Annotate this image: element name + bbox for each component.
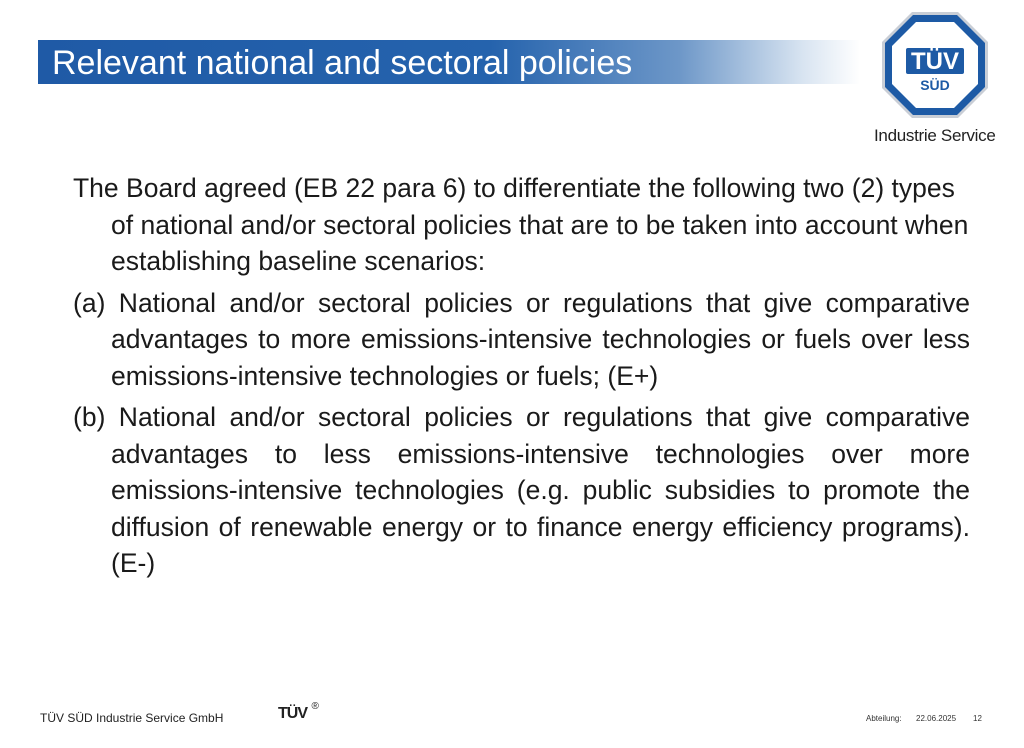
footer-date: 22.06.2025 (916, 714, 957, 723)
registered-mark: ® (311, 701, 319, 712)
intro-paragraph: The Board agreed (EB 22 para 6) to differentiate the following two (2) types of national and/or sectoral policies that are to be taken into account when establishing baseline scenarios: (73, 173, 969, 276)
footer-page-number: 12 (973, 714, 982, 723)
tuv-sud-logo (880, 10, 990, 120)
svg-text:SÜD: SÜD (920, 77, 950, 93)
logo-subtitle: Industrie Service (874, 126, 996, 145)
svg-text:TÜV: TÜV (911, 48, 959, 75)
slide-title: Relevant national and sectoral policies (52, 44, 633, 82)
footer-department-label: Abteilung: (866, 714, 902, 723)
footer-logo-text: TÜV (278, 705, 307, 722)
footer-company: TÜV SÜD Industrie Service GmbH (40, 711, 224, 725)
footer-logo (278, 701, 319, 723)
item-a-paragraph: (a) National and/or sectoral policies or regulations that give comparative advantages to more emissions-intensive technologies or fuels over less emissions-intensive technologies or fuels; (E+) (73, 287, 970, 391)
item-b-paragraph: (b) National and/or sectoral policies or regulations that give comparative advantages to less emissions-intensive technologies over more emissions-intensive technologies (e.g. public subsidies to promote the diffusion of renewable energy or to finance energy efficiency programs). (E-) (73, 402, 970, 578)
slide-content (73, 170, 970, 587)
